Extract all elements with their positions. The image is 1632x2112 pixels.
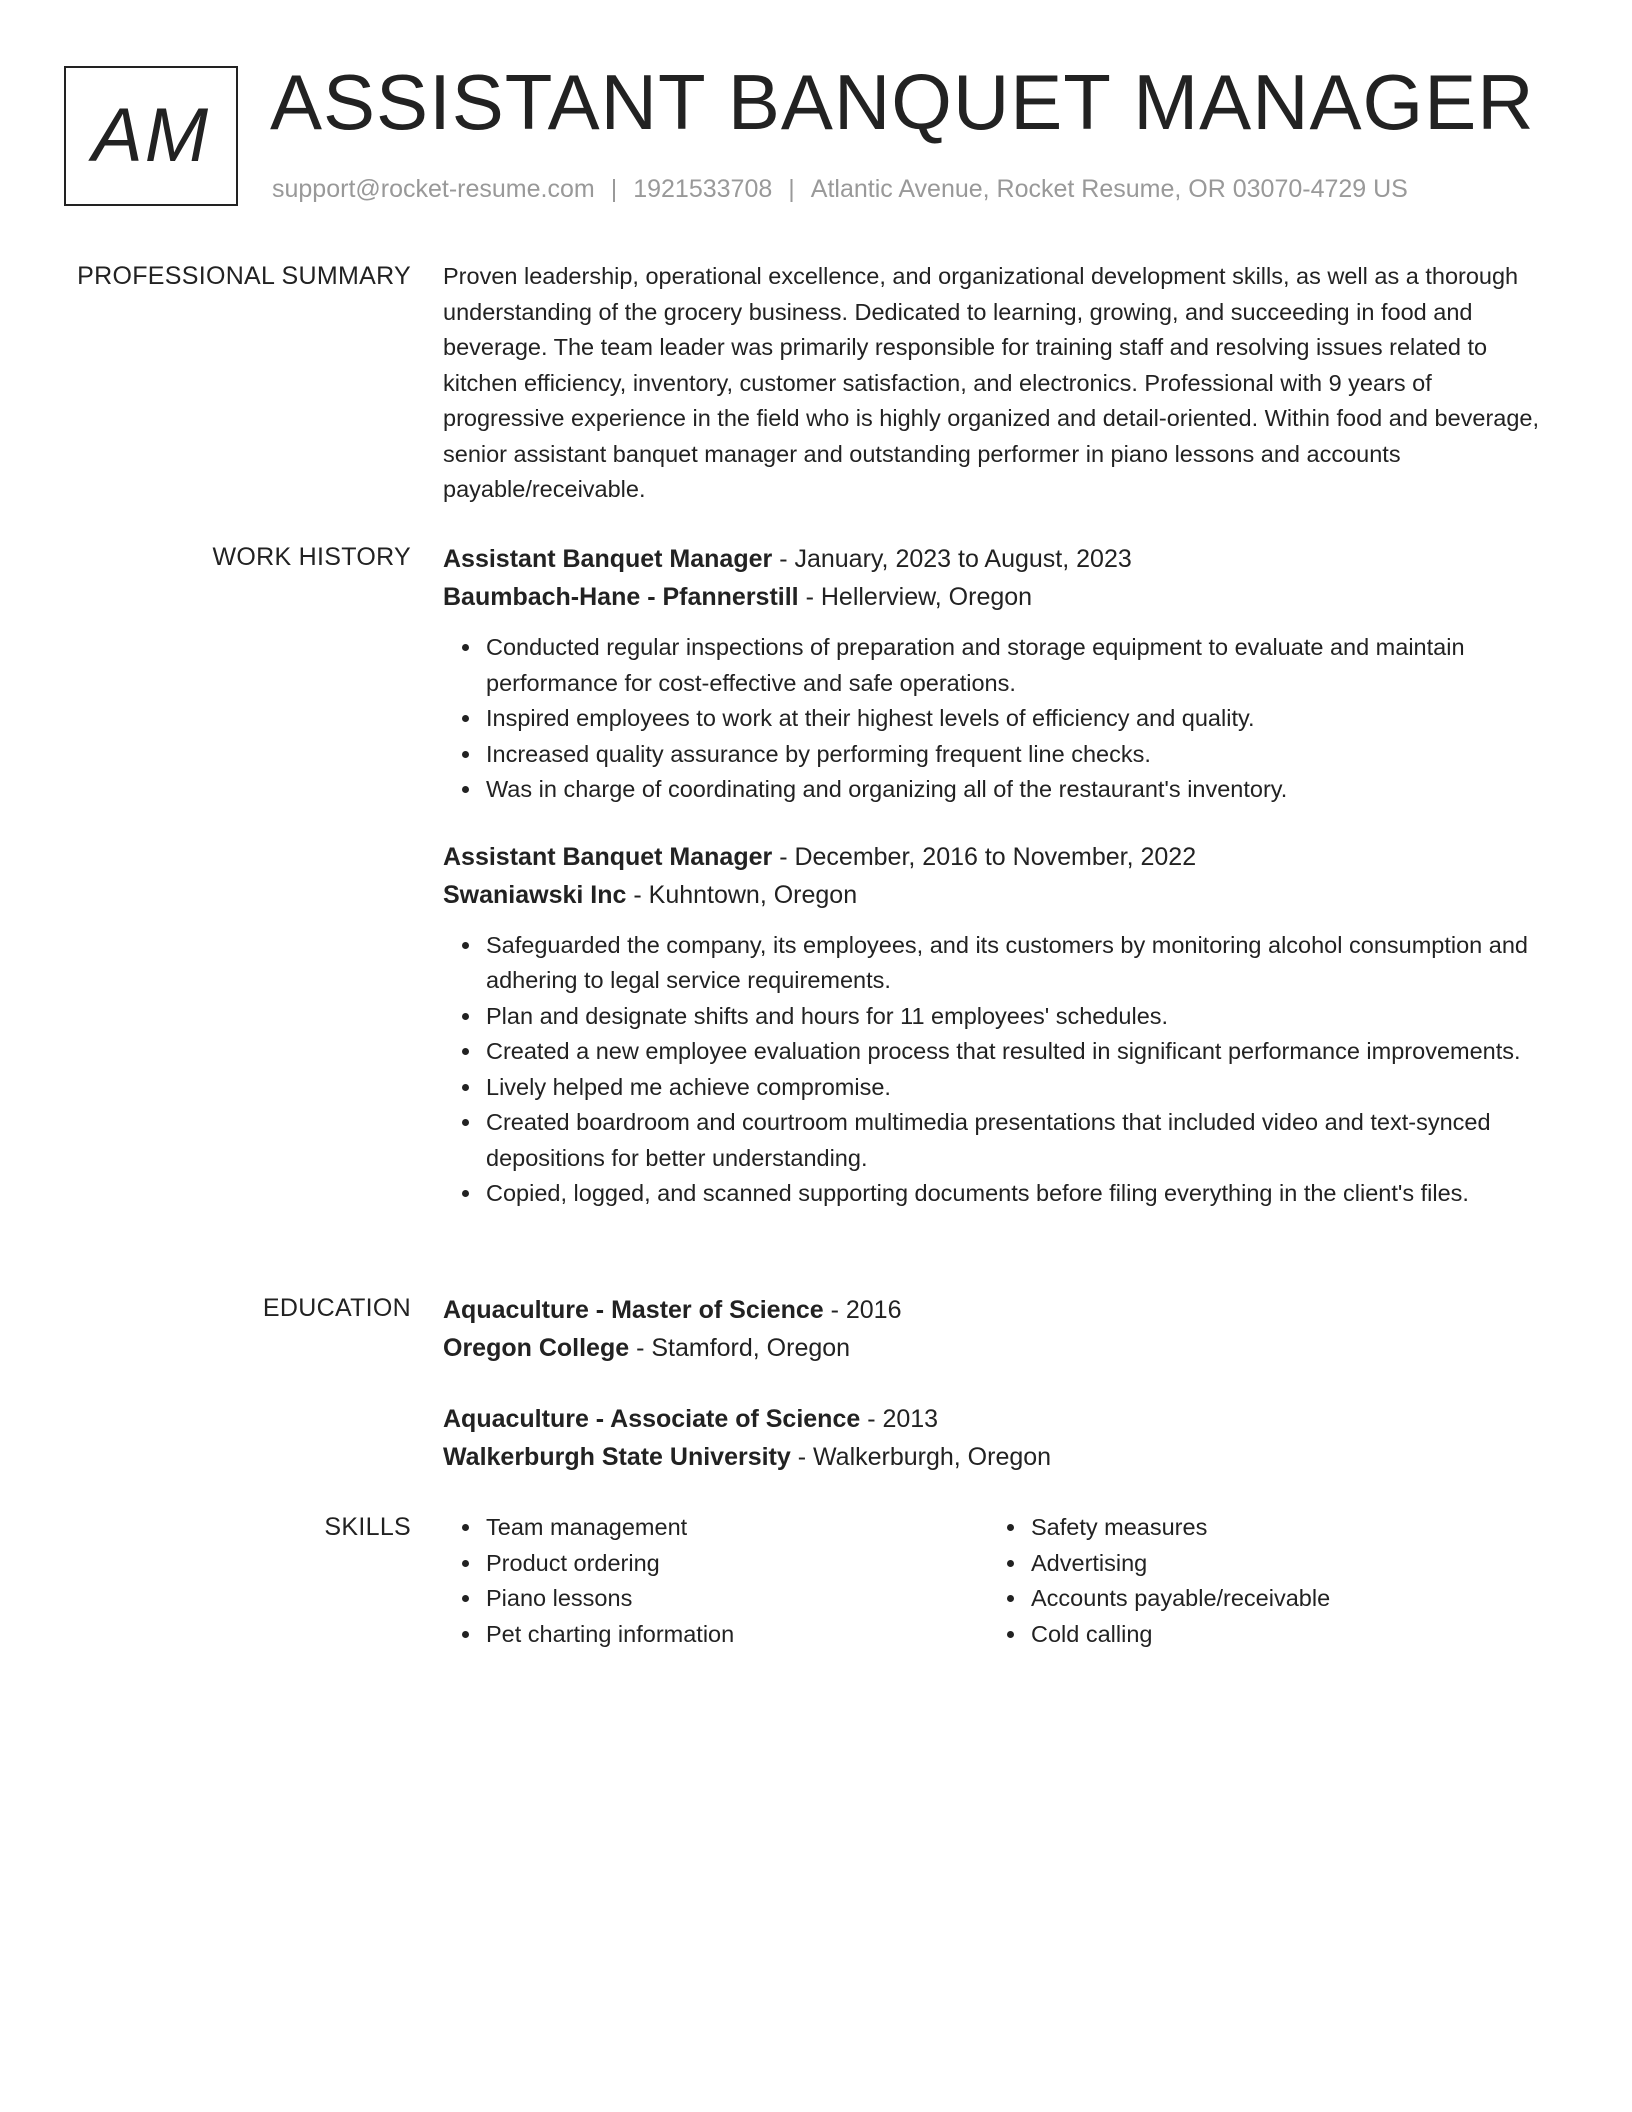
education-school-line xyxy=(443,1438,1553,1476)
education-school: Oregon College xyxy=(443,1334,630,1362)
job-bullet: Created boardroom and courtroom multimedia presentations that included video and text-synced depositions for better understanding. xyxy=(486,1105,1553,1176)
job-title: Assistant Banquet Manager xyxy=(443,842,773,871)
job-bullets xyxy=(443,630,1553,808)
job-bullet: Lively helped me achieve compromise. xyxy=(486,1070,1553,1106)
job-bullet: Copied, logged, and scanned supporting documents before filing everything in the client's files. xyxy=(486,1176,1553,1212)
job-title-line xyxy=(443,540,1553,578)
job-bullet: Conducted regular inspections of preparation and storage equipment to evaluate and maintain performance for cost-effective and safe operations. xyxy=(486,630,1553,701)
skills-body xyxy=(443,1510,1553,1652)
skill-item: Pet charting information xyxy=(486,1617,988,1653)
skills-list xyxy=(443,1510,988,1652)
skill-item: Accounts payable/receivable xyxy=(1031,1581,1533,1617)
contact-address: Atlantic Avenue, Rocket Resume, OR 03070-4729 US xyxy=(810,175,1408,203)
education-school: Walkerburgh State University xyxy=(443,1443,791,1471)
skills-column-left xyxy=(443,1510,988,1652)
job-bullet: Safeguarded the company, its employees, and its customers by monitoring alcohol consumption and adhering to legal service requirements. xyxy=(486,928,1553,999)
job-bullet: Increased quality assurance by performing frequent line checks. xyxy=(486,737,1553,773)
education-school-line xyxy=(443,1329,1553,1367)
education-degree-line xyxy=(443,1400,1553,1438)
job-bullet: Created a new employee evaluation process that resulted in significant performance improvements. xyxy=(486,1034,1553,1070)
contact-line xyxy=(272,172,1408,206)
education-degree: Aquaculture - Master of Science xyxy=(443,1296,824,1324)
education-entry xyxy=(443,1400,1553,1476)
education-year: - 2016 xyxy=(823,1296,902,1324)
education-location: - Walkerburgh, Oregon xyxy=(790,1443,1052,1471)
work-history-heading: WORK HISTORY xyxy=(212,543,411,571)
skill-item: Safety measures xyxy=(1031,1510,1533,1546)
job-entry xyxy=(443,838,1553,1212)
skills-columns xyxy=(443,1510,1553,1652)
job-dates: - January, 2023 to August, 2023 xyxy=(772,545,1132,573)
job-company-line xyxy=(443,876,1553,914)
job-location: - Kuhntown, Oregon xyxy=(626,880,858,909)
education-entry xyxy=(443,1291,1553,1367)
contact-email: support@rocket-resume.com xyxy=(272,175,595,203)
education-location: - Stamford, Oregon xyxy=(629,1334,851,1362)
summary-heading: PROFESSIONAL SUMMARY xyxy=(77,262,411,290)
job-company: Swaniawski Inc xyxy=(443,880,627,909)
education-degree-line xyxy=(443,1291,1553,1329)
skills-list xyxy=(988,1510,1533,1652)
job-entry xyxy=(443,540,1553,808)
job-bullet: Inspired employees to work at their highest levels of efficiency and quality. xyxy=(486,701,1553,737)
job-company: Baumbach-Hane - Pfannerstill xyxy=(443,583,799,611)
resume-name: ASSISTANT BANQUET MANAGER xyxy=(270,58,1535,146)
education-degree: Aquaculture - Associate of Science xyxy=(443,1405,861,1433)
education-year: - 2013 xyxy=(860,1405,939,1433)
job-dates: - December, 2016 to November, 2022 xyxy=(772,842,1197,871)
job-title: Assistant Banquet Manager xyxy=(443,545,773,573)
job-title-line xyxy=(443,838,1553,876)
contact-separator: | xyxy=(788,175,795,203)
skill-item: Piano lessons xyxy=(486,1581,988,1617)
work-history-body xyxy=(443,540,1553,1212)
monogram-initials: AM xyxy=(92,93,210,178)
job-bullet: Plan and designate shifts and hours for 11 employees' schedules. xyxy=(486,999,1553,1035)
contact-phone: 1921533708 xyxy=(633,175,773,203)
job-bullets xyxy=(443,928,1553,1212)
education-body xyxy=(443,1291,1553,1476)
contact-separator: | xyxy=(610,175,618,203)
job-company-line xyxy=(443,578,1553,616)
education-heading: EDUCATION xyxy=(262,1294,411,1322)
job-bullet: Was in charge of coordinating and organizing all of the restaurant's inventory. xyxy=(486,772,1553,808)
skills-heading: SKILLS xyxy=(324,1513,411,1541)
skill-item: Product ordering xyxy=(486,1546,988,1582)
summary-text: Proven leadership, operational excellence, and organizational development skills, as well as a thorough understanding of the grocery business. Dedicated to learning, growing, and succeeding in food and beverage. The team leader was primarily responsible for training staff and resolving issues related to kitchen efficiency, inventory, customer satisfaction, and electronics. Professional with 9 years of progressive experience in the field who is highly organized and detail-oriented. Within food and beverage, senior assistant banquet manager and outstanding performer in piano lessons and accounts payable/receivable. xyxy=(443,263,1540,502)
skill-item: Advertising xyxy=(1031,1546,1533,1582)
summary-body xyxy=(443,259,1553,508)
job-location: - Hellerview, Oregon xyxy=(798,583,1033,611)
monogram-box xyxy=(64,66,238,206)
skill-item: Cold calling xyxy=(1031,1617,1533,1653)
skill-item: Team management xyxy=(486,1510,988,1546)
skills-column-right xyxy=(988,1510,1533,1652)
